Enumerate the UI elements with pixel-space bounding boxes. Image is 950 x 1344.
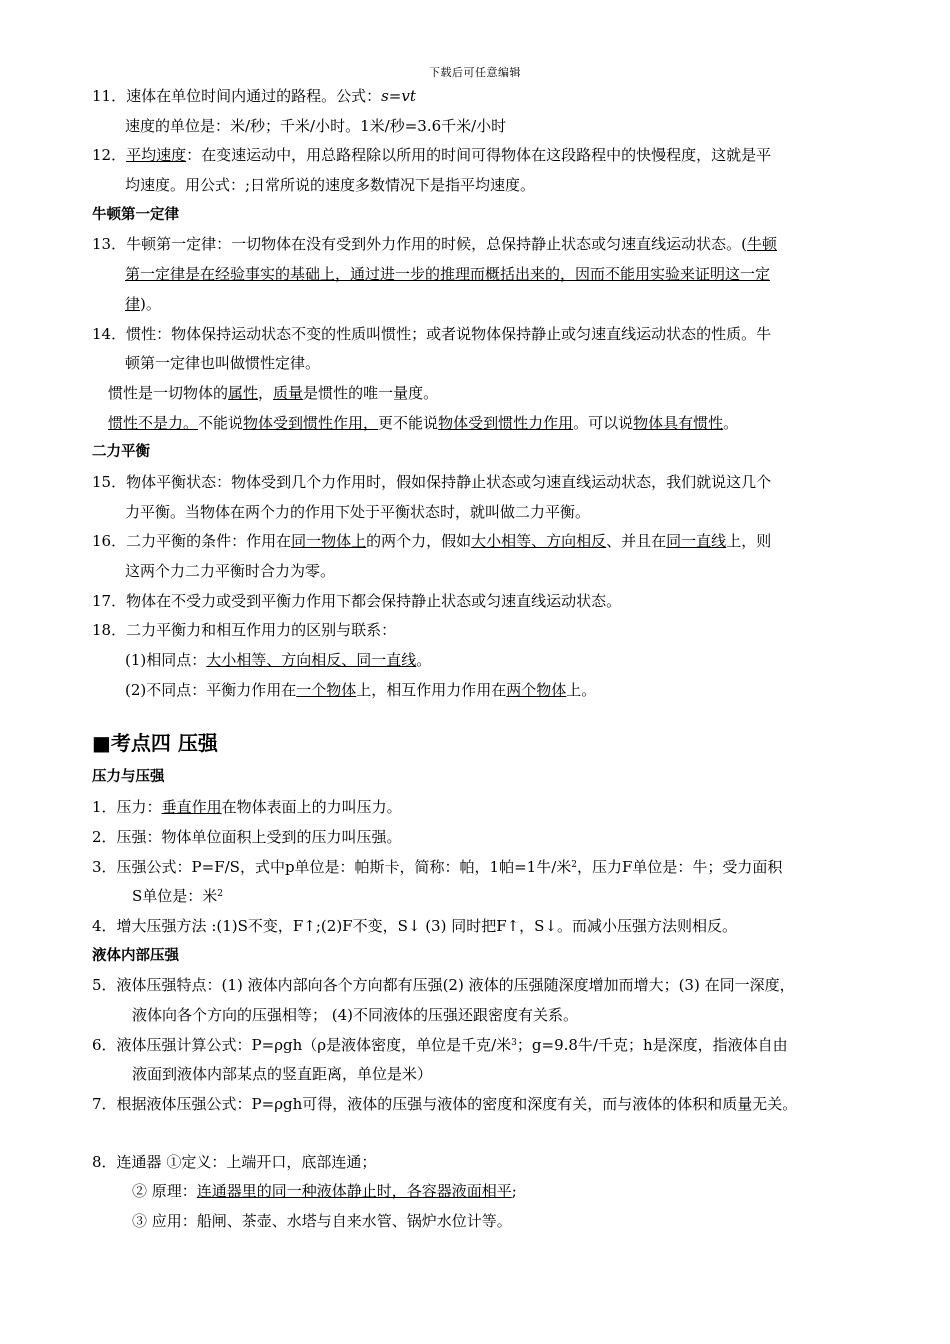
item-17: 17．物体在不受力或受到平衡力作用下都会保持静止状态或匀速直线运动状态。 — [92, 591, 622, 610]
item-14: 14．惯性：物体保持运动状态不变的性质叫惯性；或者说物体保持静止或匀速直线运动状态的性质。牛 — [92, 324, 772, 343]
spacer — [92, 1120, 867, 1148]
pressure-item-3-cont: S单位是：米$^2$ — [132, 887, 224, 906]
item-18: 18．二力平衡力和相互作用力的区别与联系： — [92, 621, 397, 640]
pressure-item-8-principle: ② 原理：连通器里的同一种液体静止时，各容器液面相平; — [132, 1182, 517, 1201]
pressure-item-6-cont: 液面到液体内部某点的竖直距离，单位是米） — [132, 1065, 433, 1084]
item-12: 12．平均速度：在变速运动中，用总路程除以所用的时间可得物体在这段路程中的快慢程度，这就是平 — [92, 146, 772, 165]
inertia-not-force: 惯性不是力。不能说物体受到惯性作用，更不能说物体受到惯性力作用。可以说物体具有惯性。 — [108, 413, 739, 432]
pressure-item-6: 6．液体压强计算公式：P=ρgh（ρ是液体密度，单位是千克/米$^3$；g=9.8牛/千克；h是深度，指液体自由 — [92, 1035, 788, 1054]
item-15: 15．物体平衡状态：物体受到几个力作用时，假如保持静止状态或匀速直线运动状态，我们就说这几个 — [92, 472, 772, 491]
document-body — [92, 82, 867, 1237]
pressure-item-8-apply: ③ 应用：船闸、茶壶、水塔与自来水管、锅炉水位计等。 — [132, 1212, 512, 1231]
item-13-cont2: 律)。 — [125, 294, 161, 313]
inertia-property: 惯性是一切物体的属性，质量是惯性的唯一量度。 — [108, 383, 439, 402]
item-16: 16．二力平衡的条件：作用在同一物体上的两个力，假如大小相等、方向相反、并且在同一直线上，则 — [92, 532, 772, 551]
item-14-cont: 顿第一定律也叫做惯性定律。 — [125, 354, 321, 373]
pressure-item-1: 1．压力：垂直作用在物体表面上的力叫压力。 — [92, 798, 402, 817]
item-13: 13．牛顿第一定律：一切物体在没有受到外力作用的时候，总保持静止状态或匀速直线运动状态。(牛顿 — [92, 235, 777, 254]
speed-formula: s=vt — [381, 87, 416, 105]
item-11-cont: 速度的单位是：米/秒；千米/小时。1米/秒=3.6千米/小时 — [125, 116, 507, 135]
subheading-balance: 二力平衡 — [92, 444, 150, 461]
pressure-item-5-cont: 液体向各个方向的压强相等； (4)不同液体的压强还跟密度有关系。 — [132, 1005, 579, 1024]
pressure-item-2: 2．压强：物体单位面积上受到的压力叫压强。 — [92, 827, 402, 846]
pressure-item-4: 4．增大压强方法 :(1)S不变，F↑;(2)F不变，S↓ (3) 同时把F↑，S↓。而减小压强方法则相反。 — [92, 916, 738, 935]
section-heading-pressure: ■考点四 压强 — [92, 731, 218, 756]
pressure-item-8: 8．连通器 ①定义：上端开口，底部连通； — [92, 1152, 377, 1171]
item-16-cont: 这两个力二力平衡时合力为零。 — [125, 562, 336, 580]
item-18-same: (1)相同点：大小相等、方向相反、同一直线。 — [125, 651, 432, 670]
subheading-pressure: 压力与压强 — [92, 769, 165, 786]
pressure-item-7: 7．根据液体压强公式：P=ρgh可得，液体的压强与液体的密度和深度有关，而与液体的体积和质量无关。 — [92, 1095, 798, 1113]
pressure-item-5: 5．液体压强特点：(1) 液体内部向各个方向都有压强(2) 液体的压强随深度增加而增大；(3) 在同一深度， — [92, 976, 795, 995]
page-header: 下载后可任意编辑 — [429, 66, 521, 79]
subheading-newton: 牛顿第一定律 — [92, 206, 179, 223]
pressure-item-3: 3．压强公式：P=F/S，式中p单位是：帕斯卡，简称：帕，1帕=1牛/米$^2$，压力F单位是：牛；受力面积 — [92, 857, 783, 876]
subheading-liquid: 液体内部压强 — [92, 947, 179, 964]
item-11: 11．速体在单位时间内通过的路程。公式：s=vt — [92, 87, 416, 105]
item-15-cont: 力平衡。当物体在两个力的作用下处于平衡状态时，就叫做二力平衡。 — [125, 502, 591, 521]
item-13-cont: 第一定律是在经验事实的基础上，通过进一步的推理而概括出来的，因而不能用实验来证明这一定 — [125, 265, 771, 284]
item-12-cont: 均速度。用公式：;日常所说的速度多数情况下是指平均速度。 — [125, 176, 536, 195]
item-18-diff: (2)不同点：平衡力作用在一个物体上，相互作用力作用在两个物体上。 — [125, 680, 597, 699]
